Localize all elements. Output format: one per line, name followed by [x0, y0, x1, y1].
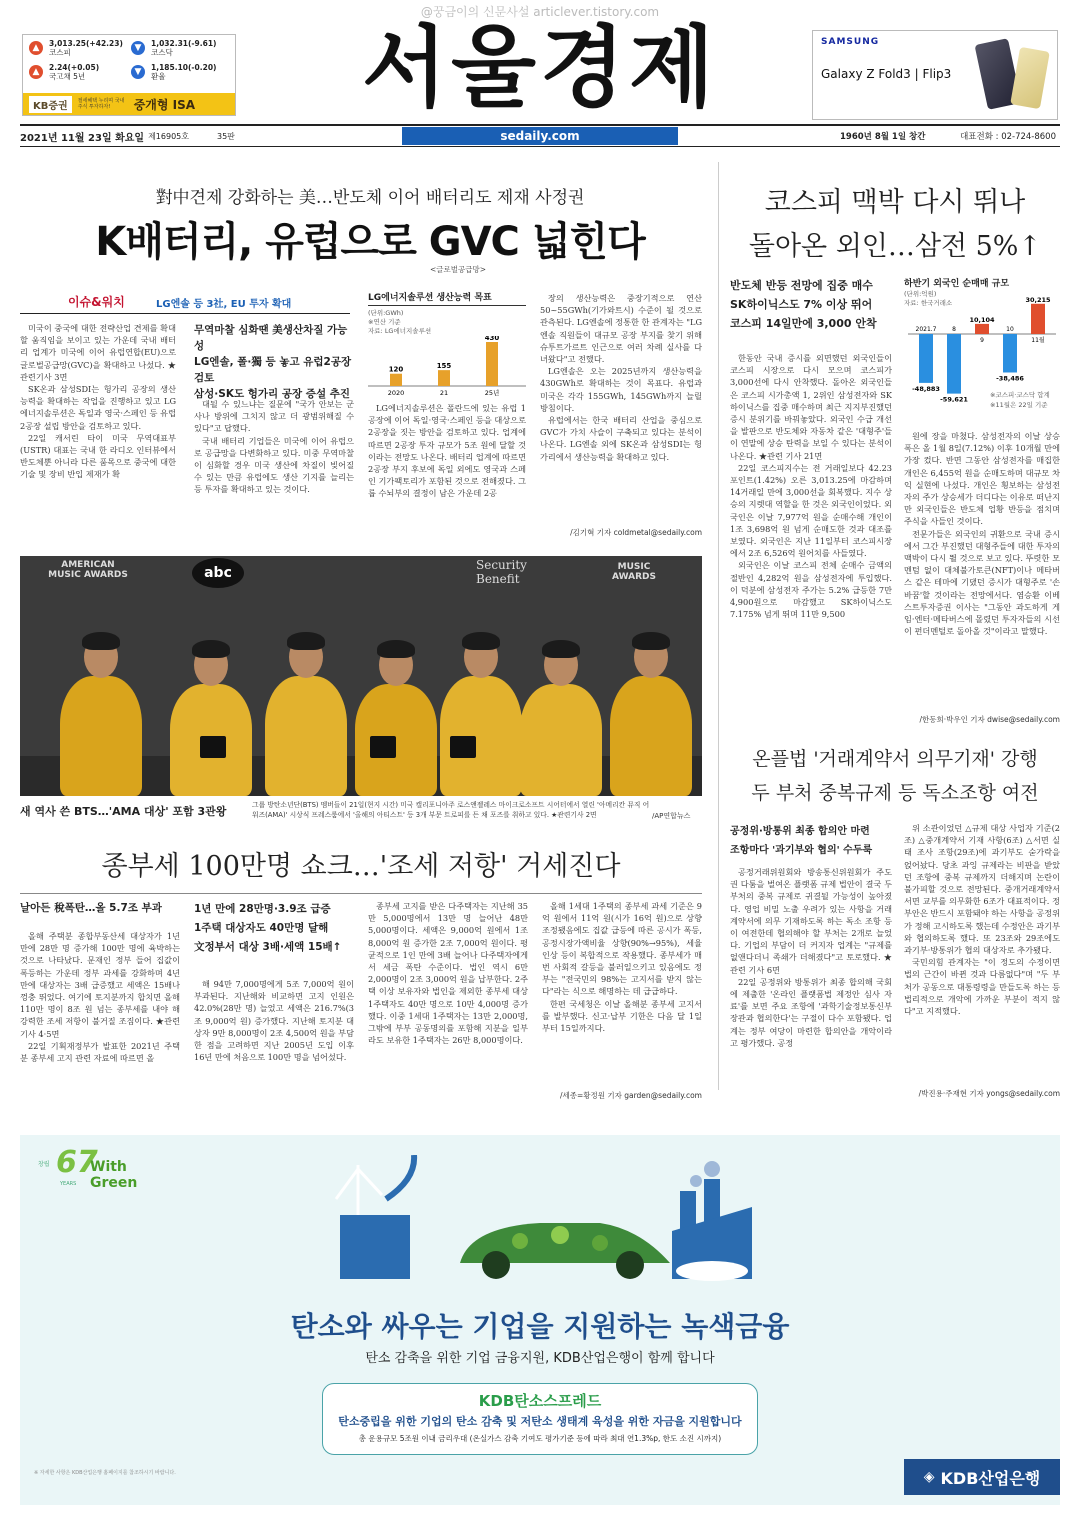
tax-col4	[542, 900, 702, 1086]
foreign-chart-note1: ※코스피·코스닥 합계	[990, 391, 1050, 399]
chart-value-label: -59,621	[940, 395, 968, 402]
foreign-chart-source: 자료: 한국거래소	[904, 299, 953, 307]
issue-number: 제16905호	[148, 131, 189, 141]
paragraph: 해 94만 7,000명에게 5조 7,000억 원이 부과된다. 지난해와 비교하면 고지 인원은 42.0%(28만 명) 늘었고 세액은 216.7%(3조 9,000억 원) 증가했다. 지난해 토지분 대상자 9만 8,000명이 2조 4,500억 원을 부담한 점을 고려하면 지난 2005년 도입 이후 16년 만에 처음으로 100만 명을 넘어섰다.	[194, 979, 354, 1063]
tax-rule	[20, 893, 702, 894]
ticker-bond: ▲ 2.24(+0.05) 국고채 5년	[29, 63, 127, 81]
kdb-logo-icon: ◈	[923, 1469, 935, 1485]
chart-bar	[1031, 304, 1045, 334]
paragraph: 위 소관이었던 △규제 대상 사업자 기준(2조) △중개계약서 기재 사항(6조) △서면 실태 조사 조항(29조)에 과기부도 숟가락을 얹어놨다. 당초 과잉 규제라는 비판을 받았던 조항에 중복 규제까지 더해지며 논란이 불가피할 것으로 전망된다. 중개거래계약서 서면 교부를 의무화한 6조가 대표적이다. 정부안은 반드시 포함돼야 하는 사항을 공정위가 정해 고시하도록 했는데 수정안은 과기부와 협의하도록 했다. 또 23조와 29조에도 과기부·방통위가 협의 대상자로 추가됐다.	[904, 823, 1060, 956]
kb-product: 중개형 ISA	[133, 97, 196, 112]
gvc-note: <글로벌공급망>	[430, 265, 487, 274]
chart-tick-label: 2021.7	[915, 326, 937, 333]
tax-headline: 종부세 100만명 쇼크…'조세 저항' 거세진다	[101, 851, 621, 882]
phone-image	[1010, 47, 1050, 109]
platform-reporter: /박진용·주재현 기자 yongs@sedaily.com	[918, 1089, 1060, 1098]
kospi-subhead: SK하이닉스도 7% 이상 뛰어	[730, 298, 873, 311]
chart-title: LG에너지솔루션 생산능력 목표	[368, 290, 526, 306]
lead-subhead: 삼성·SK도 헝가리 공장 증설 추진	[194, 388, 351, 400]
samsung-ad[interactable]	[812, 30, 1058, 120]
paragraph: LG엔솔은 오는 2025년까지 생산능력을 430GWh로 확대하는 것이 목표다. 유럽과 미국은 각각 155GWh, 145GWh까지 늘릴 방침이다.	[540, 366, 702, 413]
website-link[interactable]: sedaily.com	[402, 127, 678, 145]
kdb-logo[interactable]	[904, 1459, 1060, 1495]
photo-credit: /AP연합뉴스	[652, 812, 691, 820]
abc-logo: abc	[192, 558, 244, 588]
paragraph: 장의 생산능력은 중장기적으로 연산 50~55GWh(기가와트시) 수준이 될 것으로 관측된다. LG엔솔에 정통한 한 관계자는 "LG엔솔 직원들이 대규모 공장 부지를 찾기 위해 슈투트가르트 인근으로 여러 차례 실사를 다녀왔다"고 전했다.	[540, 293, 702, 365]
foreign-bar-chart	[904, 290, 1060, 402]
box-title: KDB탄소스프레드	[478, 1392, 602, 1410]
chart-unit: (단위:GWh)	[368, 309, 404, 317]
lead-col2	[194, 398, 354, 540]
date-rule-top	[20, 124, 1060, 126]
chart-bar	[486, 342, 498, 386]
anniv-number: 67	[56, 1145, 98, 1180]
kospi-headline2: 돌아온 외인…삼전 5%↑	[748, 231, 1042, 262]
lead-col3	[368, 402, 526, 540]
chart-value-label: 30,215	[1025, 295, 1051, 304]
chart-tick-label: 11월	[1031, 337, 1045, 344]
chart-bar	[390, 374, 402, 386]
platform-col2	[904, 822, 1060, 1084]
kdb-logo-text: KDB산업은행	[940, 1468, 1041, 1488]
foreign-chart-note2: ※11월은 22일 기준	[990, 401, 1048, 409]
chart-tick-label: 10	[1006, 326, 1014, 333]
with-green: With Green	[90, 1159, 138, 1191]
chart-tick-label: 21	[439, 389, 449, 397]
chart-value-label: 430	[484, 336, 500, 342]
paragraph: 공정거래위원회와 방송통신위원회가 주도권 다툼을 벌여온 플랫폼 규제 법안이 결국 두 부처의 중복 규제로 귀결될 가능성이 높아졌다. 영업 비밀 노출 우려가 있는 사항을 거래계약서에 의무 기재하도록 하는 독소 조항 등이 여전한데 협의해야 할 부처는 2개로 늘었다. 기업의 부담이 더 커지자 업계는 "규제를 없앤다더니 족쇄가 더해졌다"고 토로했다. ★관련 기사 6면	[730, 867, 892, 975]
bts-photo	[20, 556, 702, 796]
samsung-product: Galaxy Z Fold3 | Flip3	[821, 67, 952, 81]
kb-logo: KB증권	[29, 96, 72, 113]
chart-source: 자료: LG에너지솔루션	[368, 327, 432, 335]
paragraph: 22일 코스피지수는 전 거래일보다 42.23포인트(1.42%) 오른 3,013.25에 마감하며 14거래일 만에 3,000선을 회복했다. 지수 상승의 지렛대 역할을 한 것은 외국인이었다. 외국인은 이날 7,977억 원을 순매수해 개인이 1조 3,698억 원 넘게 순매도한 것과 대조를 보였다. 외국인은 지난 11일부터 코스피시장에서 2조 6,526억 원어치를 사들였다.	[730, 462, 892, 559]
chart-tick-label: 25년	[484, 389, 500, 397]
wind-turbine-icon	[336, 1155, 414, 1279]
chart-bar	[438, 370, 450, 386]
trophy-icon	[370, 736, 396, 758]
lead-col1	[20, 322, 176, 540]
watermark: @꿍금이의 신문사설 articlever.tistory.com	[420, 5, 660, 19]
ad-headline: 탄소와 싸우는 기업을 지원하는 녹색금융	[290, 1310, 790, 1343]
paragraph: 22일 기획재정부가 발표한 2021년 주택분 종부세 고지 관련 자료에 따르면 올	[20, 1040, 180, 1064]
platform-subheads	[730, 822, 892, 860]
person-figure	[355, 684, 437, 796]
paragraph: 22일 공정위와 방통위가 최종 합의해 국회에 제출한 '온라인 플랫폼법 제정안 심사 자료'를 보면 주요 조항에 '과학기술정보통신부 장관과 협의한다'는 구절이 다수 포함됐다. 업계는 정부 여당이 마련한 합의안을 개악이라고 평가했다. 공정	[730, 976, 892, 1048]
chart-tick-label: 8	[952, 326, 956, 333]
issue-date: 2021년 11월 23일 화요일	[20, 132, 145, 144]
paragraph: 국민의힘 관계자는 "이 정도의 수정이면 법의 근간이 바뀐 것과 다름없다"며 "두 부처가 공동으로 대통령령을 만들도록 하는 등 법리적으로 개악에 가까운 부분이 적지 않다"고 지적했다.	[904, 957, 1060, 1017]
backdrop-text: AMERICAN MUSIC AWARDS	[48, 560, 128, 580]
trophy-icon	[200, 736, 226, 758]
ad-fineprint: ※ 자세한 사항은 KDB산업은행 홈페이지를 참조하시기 바랍니다.	[34, 1470, 176, 1476]
paragraph: 22일 캐서린 타이 미국 무역대표부(USTR) 대표는 국내 한 라디오 인터뷰에서 반도체뿐 아니라 다른 품목으로 중국에 대한 기술 및 장비 반입 제재가 확	[20, 432, 176, 480]
paragraph: 올해 주택분 종합부동산세 대상자가 1년 만에 28만 명 증가해 100만 명에 육박하는 것으로 나타났다. 문재인 정부 들어 집값이 폭등하는 가운데 정부 과세를 강화하며 4년 만에 대상자는 3배 급증했고 세액은 15배나 껑충 뛰었다. 여기에 토지분까지 합치면 올해 110만 명이 8조 원 넘는 종부세를 내야 해 강력한 조세 저항이 불거질 조짐이다. ★관련 기사 4·5면	[20, 931, 180, 1039]
tax-kicker: 날아든 稅폭탄…올 5.7조 부과	[20, 902, 162, 914]
lead-subheads	[194, 322, 354, 402]
kospi-col2	[904, 430, 1060, 714]
kospi-subhead: 코스피 14일만에 3,000 안착	[730, 317, 877, 330]
tax-subheads	[194, 900, 354, 957]
founded-date: 1960년 8월 1일 창간	[840, 132, 926, 142]
paragraph: 전문가들은 외국인의 귀환으로 국내 증시에서 그간 부진했던 대형주들에 대한 투자의 맥박이 다시 뛸 것으로 보고 있다. 뚜렷한 모멘텀 없이 대체불가토큰(NFT)이나 메타버스 같은 테마에 기댔던 증시가 대형주로 '손바꿈'할 것이라는 전망에서다. 염승환 이베스트투자증권 이사는 "그동안 과도하게 게임·엔터·메타버스에 몰렸던 투자자들의 시선이 펀더멘털로 돌아올 것"이라고 말했다.	[904, 528, 1060, 637]
green-illustration	[300, 1155, 760, 1285]
paragraph: LG에너지솔루션은 폴란드에 있는 유럽 1공장에 이어 독일·영국·스페인 등을 대상으로 2공장을 짓는 방안을 검토하고 있다. 업계에 따르면 2공장 투자 규모가 5조 원에 달할 것이라는 전망도 나온다. 배터리 업계에 따르면 2공장 부지 후보에 독일 외에도 영국과 스페인 기가팩토리가 포함된 것으로 전해졌다. 그룹 수뇌부의 결정이 남은 가운데 2공	[368, 403, 526, 499]
kdb-carbon-box[interactable]	[322, 1383, 758, 1455]
chart-tick-label: 2020	[387, 389, 405, 397]
tax-reporter: /세종=황정원 기자 garden@sedaily.com	[559, 1091, 702, 1100]
paragraph: 올해 1세대 1주택의 종부세 과세 기준은 9억 원에서 11억 원(시가 16억 원)으로 상향 조정됐음에도 집값 급등에 따른 공시가 폭등, 공정시장가액비율 상향(90%→95%), 세율 인상 등이 복합적으로 작용했다. 종부세가 매번 사회적 갈등을 불러일으키고 있음에도 정부는 "전국민의 98%는 고지서를 받지 않는다"라는 식으로 해명하는 데 급급하다.	[542, 901, 702, 997]
chart-bar	[1003, 334, 1017, 372]
chart-tick-label: 9	[980, 337, 984, 344]
chart-value-label: 120	[388, 365, 404, 374]
platform-col1	[730, 866, 892, 1102]
factory-icon	[672, 1161, 752, 1281]
photo-caption: 그룹 방탄소년단(BTS) 멤버들이 21일(현지 시간) 미국 캘리포니아주 로스앤젤레스 마이크로소프트 시어터에서 열린 '아메리칸 뮤직 어워즈(AMA)' 시상식 프레스룸에서 '올해의 아티스트' 등 3개 부문 트로피를 든 채 포즈를 취하고 있다. ★관련기사 2면	[252, 801, 650, 819]
down-arrow-icon: ▼	[131, 65, 145, 79]
kospi-col1	[730, 352, 892, 730]
phone-number: 대표전화 : 02-724-8600	[960, 132, 1056, 142]
anniv-years: YEARS	[60, 1181, 77, 1187]
person-figure	[520, 684, 602, 796]
paragraph: 유럽에서는 한국 배터리 산업을 중심으로 GVC가 가치 사슬이 구축되고 있다는 분석이 나온다. LG엔솔 외에 SK온과 삼성SDI는 헝가리에서 생산능력을 확대하고 있다.	[540, 415, 702, 462]
lead-headline: K배터리, 유럽으로 GVC 넓힌다	[95, 219, 645, 265]
chart-value-label: -48,883	[912, 384, 940, 393]
chart-bar	[919, 334, 933, 383]
backdrop-text: MUSIC AWARDS	[612, 562, 656, 582]
battery-bar-chart	[368, 336, 526, 398]
paragraph: 종부세 고지를 받은 다주택자는 지난해 35만 5,000명에서 13만 명 늘어난 48만 5,000명이다. 세액은 9,000억 원에서 1조 8,000억 원 증가한 2조 7,000억 원이다. 평균적으로 1인 만에 3배 늘어나 다주택자에게서 세금 폭탄 수준이다. 법인 역시 6만 2,000명이 2조 3,000억 원을 납부한다. 2주택 이상 보유자와 법인을 제외한 종부세 대상 1주택자도 40만 명으로 10만 4,000명 증가했다. 이중 1세대 1주택자는 13만 2,000명, 그밖에 부부 공동명의를 포함해 지분을 일부라도 보유한 1주택자는 26만 8,000명이다.	[368, 901, 528, 1046]
kospi-subheads	[730, 276, 892, 333]
car-icon	[460, 1223, 670, 1279]
kdb-ad[interactable]	[20, 1135, 1060, 1505]
chart-value-label: -38,486	[996, 374, 1024, 383]
kospi-subhead: 반도체 반등 전망에 집중 매수	[730, 279, 873, 292]
photo-caption-title: 새 역사 쓴 BTS…'AMA 대상' 포함 3관왕	[20, 805, 227, 818]
foreign-chart	[904, 276, 1060, 424]
lead-kicker: 對中견제 강화하는 美…반도체 이어 배터리도 제재 사정권	[155, 188, 585, 208]
person-hair	[632, 632, 670, 650]
kospi-reporter: /한동희·박우인 기자 dwise@sedaily.com	[919, 715, 1060, 724]
ticker-fx: ▼ 1,185.10(-0.20) 환율	[131, 63, 229, 81]
platform-headline1: 온플법 '거래계약서 의무기재' 강행	[752, 748, 1038, 770]
paragraph: 원에 장을 마쳤다. 삼성전자의 이날 상승폭은 올 1월 8일(7.12%) 이후 10개월 만에 가장 컸다. 반면 그동안 삼성전자를 매집한 개인은 6,455억 원을 순매도하며 대규모 차익 실현에 나섰다. 개인은 횡보하는 삼성전자의 주가 상승세가 더디다는 이유로 떠난지만 외국인들은 반도체 업황 반등을 점치며 주식을 사들인 것이다.	[904, 431, 1060, 527]
paragraph: 대될 수 있느냐는 질문에 "국가 안보는 군사나 방위에 그치지 않고 더 광범위해질 수 있다"고 답했다.	[194, 399, 354, 434]
foreign-chart-title: 하반기 외국인 순매매 규모	[904, 279, 1010, 289]
paragraph: 외국인은 이날 코스피 전체 순매수 금액의 절반인 4,282억 원을 삼성전자에 투입했다. 이 덕분에 삼성전자 주가는 5.2% 급등한 7만 4,900원으로 마감했고 SK하이닉스도 7.175% 넘게 뛰며 11만 9,500	[730, 560, 892, 620]
backdrop-text: Security Benefit	[476, 558, 527, 586]
tax-subhead: 1년 만에 28만명·3.9조 급증	[194, 903, 331, 915]
tax-col3	[368, 900, 528, 1102]
person-hair	[462, 632, 500, 650]
tax-col2	[194, 978, 354, 1102]
lead-col4	[540, 292, 702, 522]
tax-subhead: 1주택 대상자도 40만명 달해	[194, 922, 329, 934]
box-subtitle: 탄소중립을 위한 기업의 탄소 감축 및 저탄소 생태계 육성을 위한 자금을 지원합니다	[338, 1415, 742, 1428]
anniv-label: 창립	[38, 1161, 50, 1168]
chart-note: ※연산 기준	[368, 318, 401, 326]
lead-subhead: 무역마찰 심화땐 美생산차질 가능성	[194, 324, 348, 352]
lead-byline-right: LG엔솔 등 3社, EU 투자 확대	[156, 299, 292, 310]
lead-reporter: /김기혁 기자 coldmetal@sedaily.com	[570, 528, 702, 537]
edition: 35판	[216, 131, 235, 141]
person-hair	[192, 640, 230, 658]
kb-isa-ad[interactable]	[23, 93, 235, 115]
paragraph: 미국이 중국에 대한 전략산업 견제를 확대할 움직임을 보이고 있는 가운데 국내 배터리 업계가 미국에 이어 유럽연합(EU)으로 글로벌공급망(GVC)을 확대하고 나섰다. ★관련기사 3면	[20, 323, 176, 382]
ticker-kosdaq: ▼ 1,032.31(-9.61) 코스닥	[131, 39, 229, 57]
person-hair	[377, 640, 415, 658]
person-figure	[610, 676, 692, 796]
samsung-brand: SAMSUNG	[821, 37, 880, 47]
chart-value-label: 155	[436, 362, 452, 371]
lead-rule	[20, 313, 350, 314]
person-figure	[60, 676, 142, 796]
person-hair	[82, 632, 120, 650]
paragraph: 국내 배터리 기업들은 미국에 이어 유럽으로 공급망을 다변화하고 있다. 미중 무역마찰이 심화할 경우 미국 생산에 차질이 빚어질 수 있는 만큼 유럽에도 생산 기지를 늘리는 등 투자를 확대하고 있는 것이다.	[194, 435, 354, 495]
platform-headline2: 두 부처 중복규제 등 독소조항 여전	[751, 782, 1039, 804]
foreign-chart-unit: (단위:억원)	[904, 290, 937, 298]
lead-subhead: LG엔솔, 폴·獨 등 놓고 유럽2공장 검토	[194, 356, 352, 384]
paragraph: 한편 국세청은 이날 올해분 종부세 고지서를 발부했다. 신고·납부 기한은 다음 달 1일부터 15일까지다.	[542, 998, 702, 1034]
date-rule-bottom	[20, 146, 1060, 147]
platform-subhead: 공정위·방통위 최종 합의안 마련	[730, 826, 870, 837]
date-bar	[20, 127, 1060, 145]
person-hair	[542, 640, 580, 658]
down-arrow-icon: ▼	[131, 41, 145, 55]
battery-chart	[368, 290, 526, 398]
ad-subheadline: 탄소 감축을 위한 기업 금융지원, KDB산업은행이 함께 합니다	[365, 1351, 715, 1366]
person-hair	[287, 632, 325, 650]
trophy-icon	[450, 736, 476, 758]
up-arrow-icon: ▲	[29, 41, 43, 55]
box-note: 총 운용규모 5조원 이내 금리우대 (온실가스 감축 기여도 평가기준 등에 따라 최대 연1.3%p, 한도 소진 시까지)	[358, 1434, 722, 1443]
tax-subhead: 文정부서 대상 3배·세액 15배↑	[194, 941, 342, 953]
lead-byline-left: 이슈&워치	[68, 295, 125, 309]
up-arrow-icon: ▲	[29, 65, 43, 79]
market-tickers	[22, 34, 236, 116]
kospi-headline1: 코스피 맥박 다시 뛰나	[764, 187, 1026, 218]
kb-ad-text: 절세혜택 누리며 국내주식 투자하자!	[77, 98, 125, 110]
masthead-title: 서울경제	[361, 16, 719, 119]
right-col-divider	[718, 162, 719, 1090]
paragraph: 한동안 국내 증시를 외면했던 외국인들이 코스피 시장으로 다시 모으며 코스피가 3,000선에 다시 안착했다. 돌아온 외국인들은 코스피 시가총액 1, 2위인 삼성전자와 SK하이닉스를 집중 매수하며 최근 지지부진했던 증시 분위기를 바꿔놓았다. 외국인 수급 개선을 발판으로 반도체와 자동차 같은 '대형주'들이 연말에 상승 탄력을 보일 수 있다는 분석이 나온다. ★관련 기사 21면	[730, 353, 892, 461]
chart-bar	[975, 324, 989, 334]
platform-subhead: 조항마다 '과기부와 협의' 수두룩	[730, 845, 873, 856]
tax-col1	[20, 930, 180, 1102]
paragraph: SK온과 삼성SDI는 헝가리 공장의 생산능력을 확대하는 작업을 진행하고 있고 LG에너지솔루션은 독일과 영국·스페인 등 유럽 2공장 설립 방안을 검토하고 있다.	[20, 384, 176, 431]
person-figure	[265, 676, 347, 796]
ticker-kospi: ▲ 3,013.25(+42.23) 코스피	[29, 39, 127, 57]
chart-bar	[947, 334, 961, 394]
chart-value-label: 10,104	[969, 315, 995, 324]
